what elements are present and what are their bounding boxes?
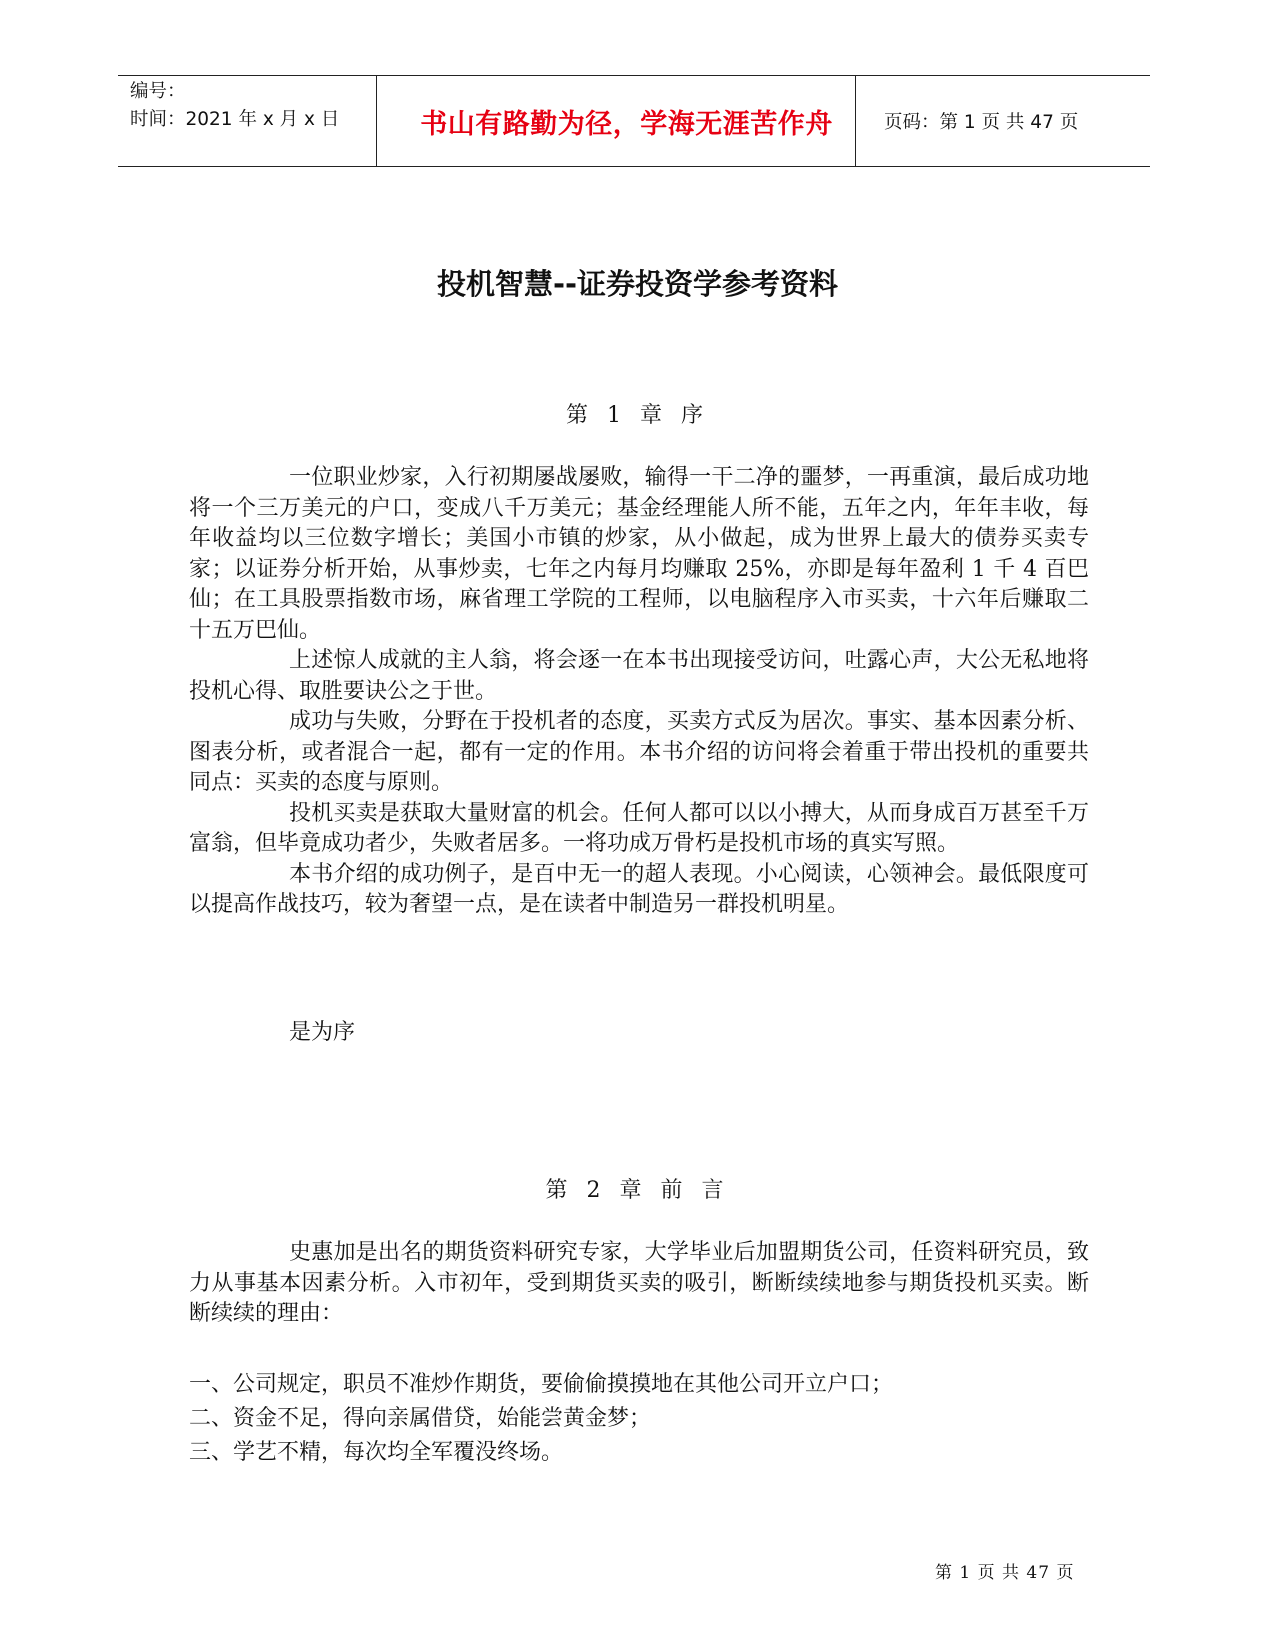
- footer-page-number: 第 1 页 共 47 页: [935, 1563, 1075, 1583]
- chapter1-heading: 第 1 章 序: [566, 403, 709, 428]
- header-number-label: 编号：: [130, 81, 186, 102]
- header-motto: 书山有路勤为径，学海无涯苦作舟: [420, 109, 833, 140]
- list-item: 一、公司规定，职员不准炒作期货，要偷偷摸摸地在其他公司开立户口；: [189, 1372, 894, 1397]
- chapter1-paragraph: 上述惊人成就的主人翁，将会逐一在本书出现接受访问，吐露心声，大公无私地将投机心得、取胜要诀公之于世。: [189, 648, 1089, 704]
- header-top-border: [118, 75, 1150, 76]
- chapter1-closing: 是为序: [289, 1020, 356, 1045]
- header-bottom-border: [118, 166, 1150, 167]
- chapter1-paragraph: 一位职业炒家，入行初期屡战屡败，输得一干二净的噩梦，一再重演，最后成功地将一个三万美元的户口，变成八千万美元；基金经理能人所不能，五年之内，年年丰收，每年收益均以三位数字增长；美国小市镇的炒家，从小做起，成为世界上最大的债券买卖专家；以证券分析开始，从事炒卖，七年之内每月均赚取 25%，亦即是每年盈利 1 千 4 百巴仙；在工具股票指数市场，麻省理工学院的工程师，以电脑程序入市买卖，十六年后赚取二十五万巴仙。: [189, 465, 1089, 643]
- document-title: 投机智慧--证券投资学参考资料: [436, 267, 839, 301]
- list-item: 二、资金不足，得向亲属借贷，始能尝黄金梦；: [189, 1406, 652, 1431]
- chapter1-paragraph: 本书介绍的成功例子，是百中无一的超人表现。小心阅读，心领神会。最低限度可以提高作战技巧，较为奢望一点，是在读者中制造另一群投机明星。: [189, 861, 1089, 917]
- chapter1-paragraph: 成功与失败，分野在于投机者的态度，买卖方式反为居次。事实、基本因素分析、图表分析，或者混合一起，都有一定的作用。本书介绍的访问将会着重于带出投机的重要共同点：买卖的态度与原则。: [189, 709, 1089, 795]
- header-divider-1: [376, 75, 377, 167]
- header-time-label: 时间：2021 年 x 月 x 日: [130, 109, 340, 130]
- chapter2-paragraph: 史惠加是出名的期货资料研究专家，大学毕业后加盟期货公司，任资料研究员，致力从事基本因素分析。入市初年，受到期货买卖的吸引，断断续续地参与期货投机买卖。断断续续的理由：: [189, 1240, 1089, 1326]
- list-item: 三、学艺不精，每次均全军覆没终场。: [189, 1440, 564, 1465]
- header-page-label: 页码：第 1 页 共 47 页: [884, 112, 1079, 133]
- chapter2-list: [189, 1368, 1089, 1470]
- chapter2-body: [189, 1238, 1089, 1330]
- header-meta: [130, 78, 339, 134]
- chapter2-heading: 第 2 章 前 言: [545, 1178, 730, 1203]
- chapter1-body: [189, 463, 1089, 921]
- chapter1-paragraph: 投机买卖是获取大量财富的机会。任何人都可以以小搏大，从而身成百万甚至千万富翁，但毕竟成功者少，失败者居多。一将功成万骨朽是投机市场的真实写照。: [189, 800, 1089, 856]
- chapter1-closing-block: [189, 1018, 1089, 1049]
